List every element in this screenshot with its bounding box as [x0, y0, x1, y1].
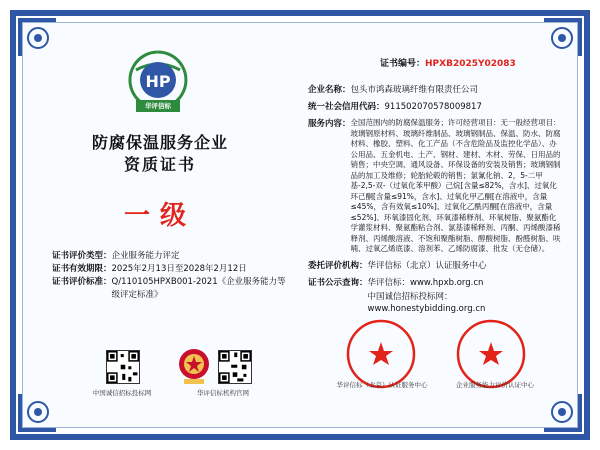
certificate-title: 防腐保温服务企业 [91, 133, 228, 152]
agency-label: 委托评价机构： [308, 260, 368, 271]
agency-row [308, 260, 563, 272]
qr-caption-official-site: 华评信标机构官网 [197, 389, 249, 397]
query-url-honestybidding: 中国诚信招标投标网：www.honestybidding.org.cn [367, 291, 486, 314]
scope-label: 服务内容： [308, 119, 351, 129]
logo-ribbon-text: 华评信标 [145, 102, 171, 110]
corner-ornament-icon [16, 16, 86, 86]
left-info-block [52, 250, 292, 302]
info-label: 证书评价标准： [52, 277, 112, 287]
scope-value: 全国范围内的防腐保温服务；许可经营项目：无一般经营项目：玻璃钢原材料、玻璃纤维制品、玻璃钢制品、保温、防水、防腐材料、橡胶、塑料、化工产品（不含危险品及监控化学品）、办公用品、五金机电、土产、钢材、建材、木材、劳保、日用品的销售；中央空调、通风设备、环保设备的安装及销售；玻璃钢制品的加工及维修；轮胎轮毂的销售；氯氰化钠、2，5-二甲基-2,5-双-（过氧化苯甲酸）己烷[含量≤82%，含水]、过氧化环己酮[含量≤91%，含水]、过氧化甲乙酮[在溶液中，含量≤45%，含有效氧≤10%]、过氧化乙酰丙酮[在溶液中，含量≤52%]、环氧漆固化剂、环氧漆稀释剂、环氧树脂、聚氨酯化学灌浆材料、聚氨酯粘合剂、氯基漆稀释剂、丙酮、丙烯酸漆稀释剂、丙烯酸溶液、不饱和聚酯树脂、醇酸树脂、酚醛树脂、呋喃、过氧乙烯底漆、溶剂苯、乙烯防腐漆、批发（无仓储）。 [350, 118, 561, 253]
query-label: 证书公示查询： [308, 277, 368, 288]
credit-code-row [308, 101, 563, 113]
certificate-number-value: HPXB2025Y02083 [425, 59, 516, 69]
corner-ornament-icon [16, 364, 86, 434]
query-values [368, 277, 563, 317]
info-value: 企业服务能力评定 [111, 251, 180, 261]
national-emblem-icon [176, 346, 212, 386]
agency-value: 华评信标（北京）认证服务中心 [367, 260, 487, 271]
info-row-validity [52, 263, 292, 276]
info-row-standard [52, 276, 292, 302]
corner-ornament-icon [514, 16, 584, 86]
right-info-block [308, 84, 563, 322]
info-label: 证书评价类型： [52, 251, 112, 261]
svg-text:HP: HP [145, 72, 171, 91]
certificate-number [380, 56, 516, 69]
info-row-type [52, 250, 292, 263]
company-name: 包头市鸿森玻璃纤维有限责任公司 [350, 85, 479, 95]
company-row [308, 84, 563, 96]
scope-row [308, 118, 563, 255]
info-value: 2025年2月13日至2028年2月12日 [111, 264, 247, 274]
info-value: Q/110105HPXB001-2021《企业服务能力等级评定标准》 [111, 277, 286, 300]
qr-code-icon [218, 350, 252, 384]
certificate-subtitle: 资质证书 [123, 155, 196, 174]
query-row [308, 277, 563, 317]
query-url-hpxb: 华评信标：www.hpxb.org.cn [367, 277, 484, 288]
seal-caption-evaluation-center: 企业服务能力评价认证中心 [456, 381, 534, 389]
certificate-grade: 一级 [123, 201, 196, 231]
seal-caption-hpxb: 华评信标（北京）认证服务中心 [336, 381, 428, 389]
credit-code-value: 911502070578009817 [384, 102, 482, 112]
credit-code-label: 统一社会信用代码： [308, 102, 385, 112]
qr-caption-honestybidding: 中国诚信招标投标网 [92, 389, 152, 397]
qr-code-icon [106, 350, 140, 384]
info-label: 证书有效期限： [52, 264, 112, 274]
certificate-number-label: 证书编号： [380, 59, 426, 69]
company-label: 企业名称： [308, 85, 351, 95]
